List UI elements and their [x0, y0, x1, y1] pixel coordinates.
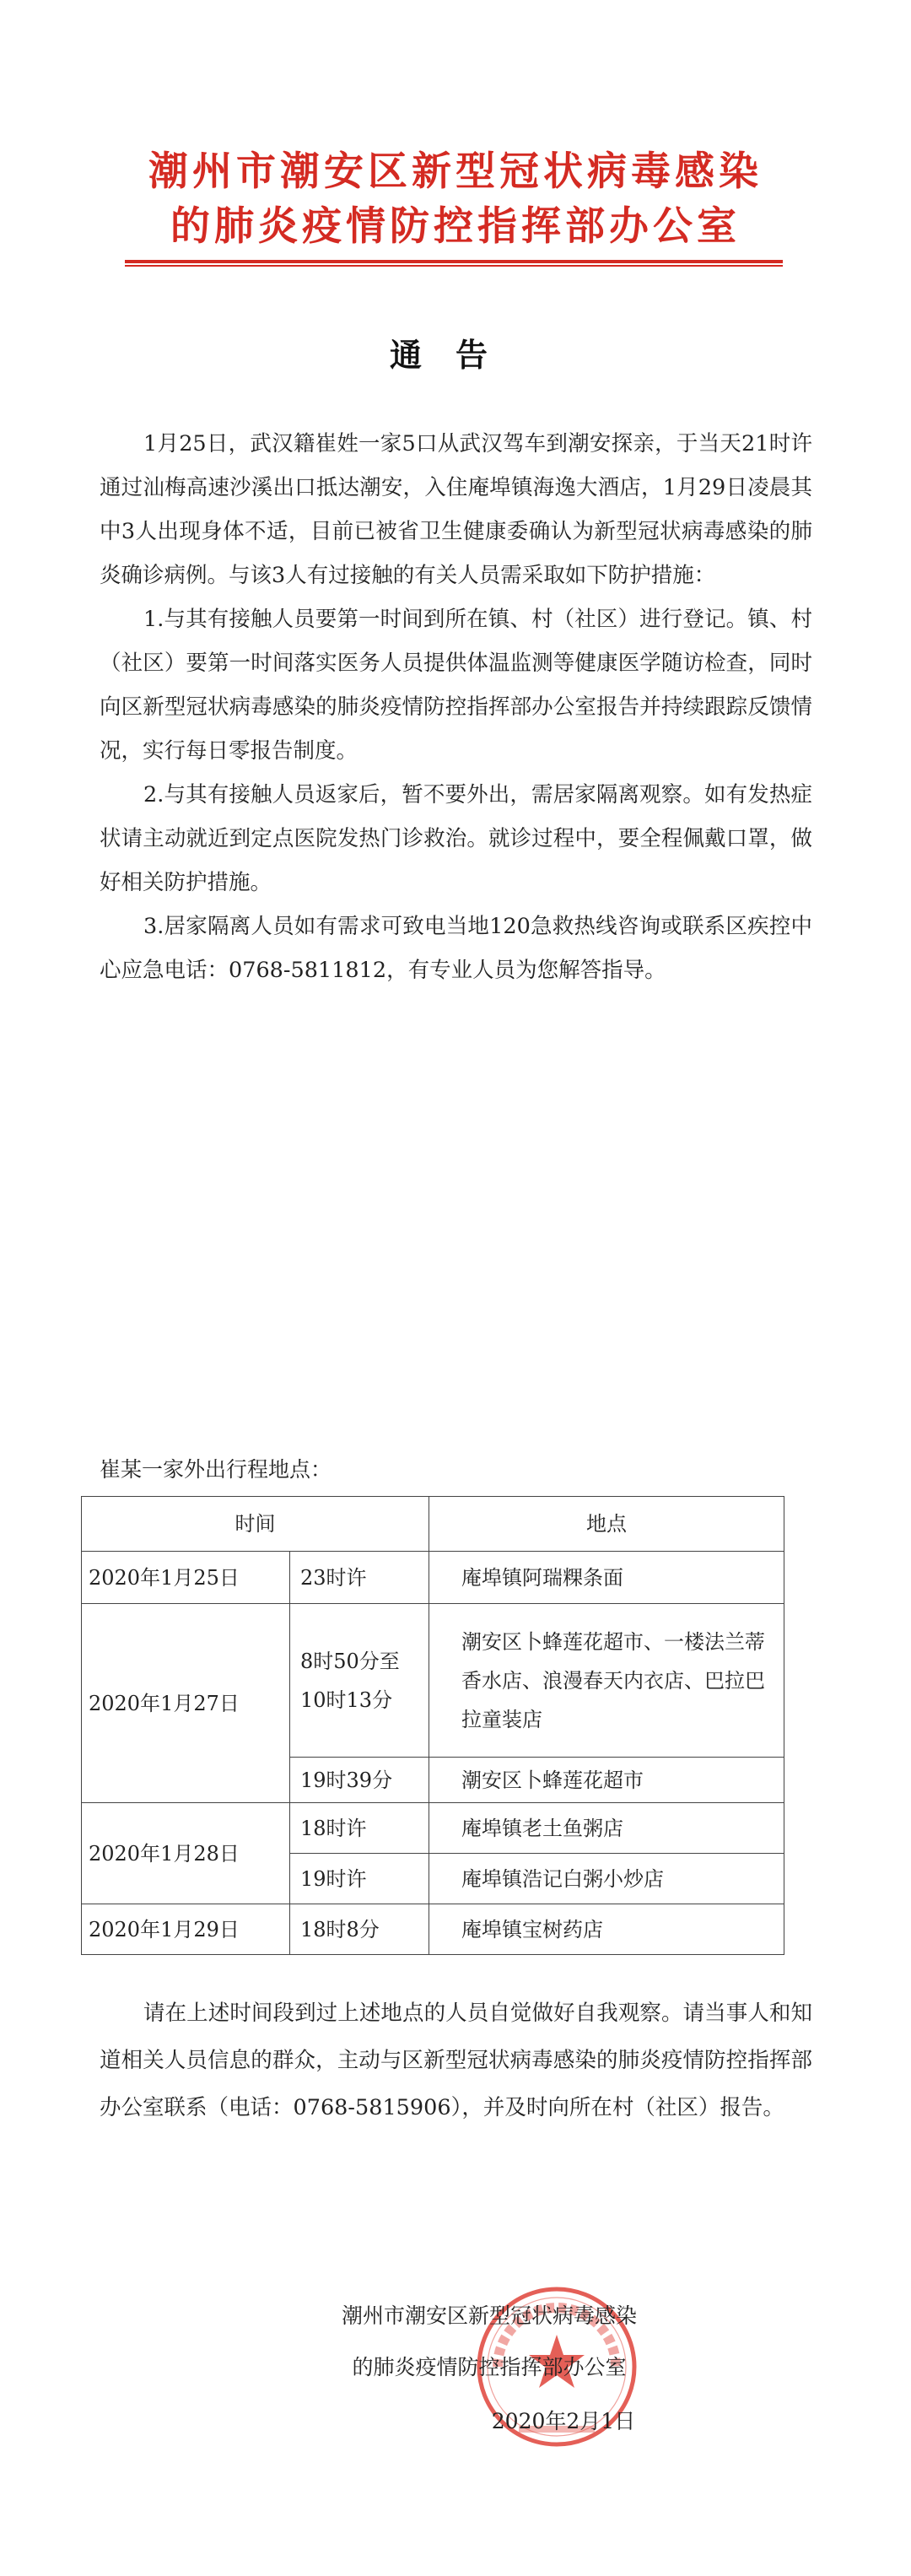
table-header-row	[82, 1497, 784, 1552]
itinerary-caption: 崔某一家外出行程地点：	[100, 1457, 332, 1482]
row-place: 潮安区卜蜂莲花超市、一楼法兰蒂香水店、浪漫春天内衣店、巴拉巴拉童装店	[429, 1604, 784, 1758]
row-time: 19时许	[290, 1854, 429, 1904]
measure-3: 3.居家隔离人员如有需求可致电当地120急救热线咨询或联系区疾控中心应急电话：0768-5811812，有专业人员为您解答指导。	[100, 914, 812, 983]
row-time: 23时许	[290, 1552, 429, 1604]
red-header-rule-thin	[125, 265, 783, 267]
row-time: 18时许	[290, 1803, 429, 1854]
closing-paragraph	[100, 1990, 812, 2131]
header-time: 时间	[82, 1497, 429, 1552]
document-title-line2: 的肺炎疫情防控指挥部办公室	[170, 203, 741, 250]
row-place: 庵埠镇老土鱼粥店	[429, 1803, 784, 1854]
red-header-rule	[125, 260, 783, 263]
signature-org-line1: 潮州市潮安区新型冠状病毒感染	[341, 2303, 637, 2328]
row-time: 18时8分	[290, 1904, 429, 1955]
row-date: 2020年1月27日	[82, 1604, 290, 1803]
row-time: 8时50分至10时13分	[290, 1604, 429, 1758]
row-date: 2020年1月29日	[82, 1904, 290, 1955]
header-place: 地点	[429, 1497, 784, 1552]
notice-body	[100, 422, 812, 992]
row-date: 2020年1月28日	[82, 1803, 290, 1904]
measure-1: 1.与其有接触人员要第一时间到所在镇、村（社区）进行登记。镇、村（社区）要第一时间落实医务人员提供体温监测等健康医学随访检查，同时向区新型冠状病毒感染的肺炎疫情防控指挥部办公室报告并持续跟踪反馈情况，实行每日零报告制度。	[100, 607, 812, 764]
row-place: 庵埠镇宝树药店	[429, 1904, 784, 1955]
table-row	[82, 1904, 784, 1955]
closing-text: 请在上述时间段到过上述地点的人员自觉做好自我观察。请当事人和知道相关人员信息的群众，主动与区新型冠状病毒感染的肺炎疫情防控指挥部办公室联系（电话：0768-5815906），并及时向所在村（社区）报告。	[100, 2001, 812, 2120]
table-row	[82, 1604, 784, 1758]
signature-org-line2: 的肺炎疫情防控指挥部办公室	[352, 2355, 627, 2379]
row-place: 庵埠镇阿瑞粿条面	[429, 1552, 784, 1604]
row-date: 2020年1月25日	[82, 1552, 290, 1604]
notice-intro: 1月25日，武汉籍崔姓一家5口从武汉驾车到潮安探亲，于当天21时许通过汕梅高速沙溪出口抵达潮安，入住庵埠镇海逸大酒店，1月29日凌晨其中3人出现身体不适，目前已被省卫生健康委确认为新型冠状病毒感染的肺炎确诊病例。与该3人有过接触的有关人员需采取如下防护措施：	[100, 431, 812, 588]
notice-heading: 通告	[389, 336, 521, 374]
table-row	[82, 1803, 784, 1854]
measure-2: 2.与其有接触人员返家后，暂不要外出，需居家隔离观察。如有发热症状请主动就近到定点医院发热门诊救治。就诊过程中，要全程佩戴口罩，做好相关防护措施。	[100, 782, 812, 895]
signature-date: 2020年2月1日	[491, 2409, 636, 2433]
row-time: 19时39分	[290, 1758, 429, 1803]
row-place: 潮安区卜蜂莲花超市	[429, 1758, 784, 1803]
row-place: 庵埠镇浩记白粥小炒店	[429, 1854, 784, 1904]
itinerary-table	[81, 1496, 784, 1955]
document-title-line1: 潮州市潮安区新型冠状病毒感染	[148, 149, 763, 195]
table-row	[82, 1552, 784, 1604]
